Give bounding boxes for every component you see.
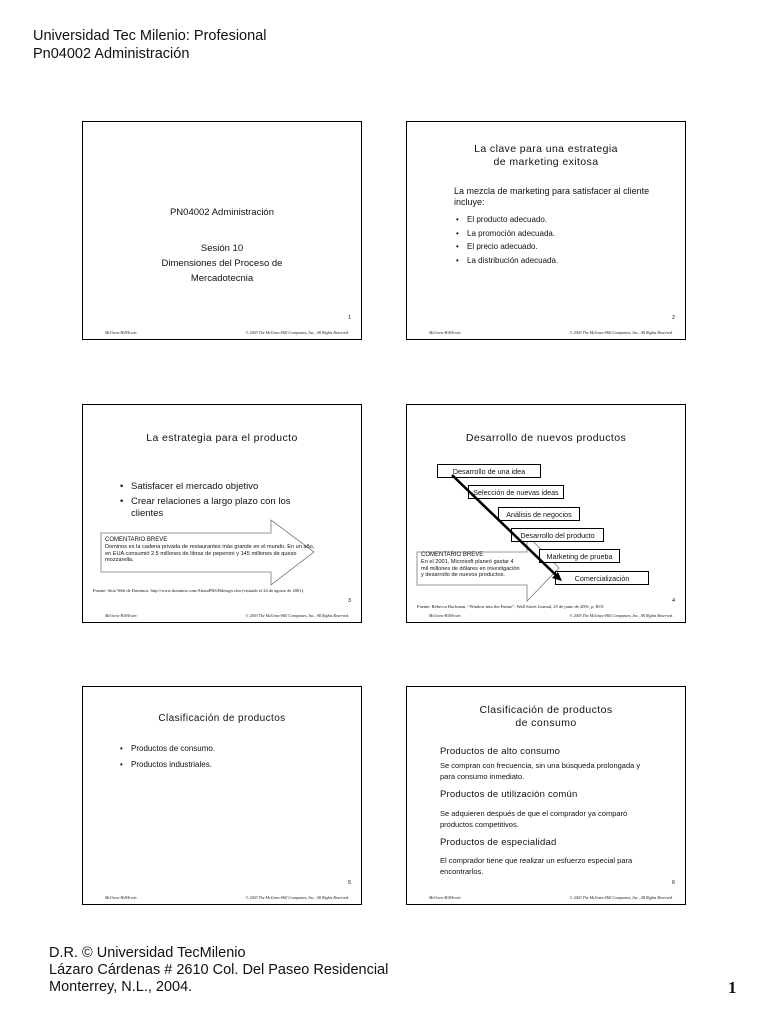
slide-1-course: PN04002 Administración: [169, 207, 275, 218]
header-line-1: Universidad Tec Milenio: Profesional: [33, 28, 267, 44]
slide-copyright: © 2003 The McGraw-Hill Companies, Inc., All Rights Reserved.: [245, 613, 349, 618]
step-box: Análisis de negocios: [498, 507, 580, 521]
slide-number: 2: [671, 315, 675, 321]
note-title: COMENTARIO BREVE: [421, 552, 484, 558]
diagonal-arrow-icon: [407, 405, 687, 624]
slide-copyright: © 2003 The McGraw-Hill Companies, Inc., All Rights Reserved.: [245, 330, 349, 335]
slide-number: 4: [671, 598, 675, 604]
slide-4-source: Fuente: Rebecca Buckman, “Window into the Future”, Wall Street Journal, 25 de junio de 2001, p. R19.: [417, 604, 605, 609]
section-heading: Productos de alto consumo: [440, 746, 561, 757]
slide-6-title-2: de consumo: [515, 717, 577, 729]
slide-2-title-2: de marketing exitosa: [493, 156, 599, 168]
document-header: [33, 27, 266, 63]
footer-line-2: Lázaro Cárdenas # 2610 Col. Del Paseo Residencial: [49, 962, 389, 978]
slide-2-bullets: [456, 213, 558, 267]
slide-6: [406, 686, 686, 905]
bullet-item: • Productos industriales.: [120, 757, 215, 773]
slide-number: 6: [671, 880, 675, 886]
section-text: Se adquieren después de que el comprador ya comparó productos competitivos.: [440, 809, 628, 829]
slide-publisher: McGraw-Hill/Irwin: [105, 330, 137, 335]
slide-number: 5: [347, 880, 351, 886]
slide-publisher: McGraw-Hill/Irwin: [429, 613, 461, 618]
slide-5-title: Clasificación de productos: [158, 713, 286, 724]
slide-3-note: [105, 537, 320, 564]
slide-copyright: © 2003 The McGraw-Hill Companies, Inc., All Rights Reserved.: [569, 330, 673, 335]
slide-2-title-1: La clave para una estrategia: [474, 143, 618, 155]
bullet-item: • El producto adecuado.: [456, 213, 558, 227]
bullet-item: • El precio adecuado.: [456, 240, 558, 254]
page-number: 1: [728, 978, 737, 997]
slide-publisher: McGraw-Hill/Irwin: [429, 330, 461, 335]
slide-5-bullets: [120, 741, 215, 773]
slide-3-title: La estrategia para el producto: [146, 432, 298, 444]
slide-3-source: Fuente: Sitio Web de Dominos. http://www.dominos.com/AboutPRS/Bdesign.cfm (visitado el 24 de agosto de 2001).: [93, 588, 305, 593]
footer-line-1: D.R. © Universidad TecMilenio: [49, 945, 246, 961]
slide-1-session: Sesión 10: [200, 243, 244, 254]
slide-2: [406, 121, 686, 340]
slide-4-note: [421, 552, 521, 579]
slide-copyright: © 2003 The McGraw-Hill Companies, Inc., All Rights Reserved.: [569, 895, 673, 900]
step-box: Marketing de prueba: [539, 549, 620, 563]
bullet-item: • La distribución adecuada.: [456, 254, 558, 268]
step-box: Selección de nuevas ideas: [468, 485, 564, 499]
document-footer: [49, 945, 388, 996]
bullet-item: • La promoción adecuada.: [456, 227, 558, 241]
slide-4: [406, 404, 686, 623]
note-title: COMENTARIO BREVE: [105, 537, 168, 543]
section-heading: Productos de utilización común: [440, 789, 578, 800]
slide-3: [82, 404, 362, 623]
slide-copyright: © 2003 The McGraw-Hill Companies, Inc., All Rights Reserved.: [245, 895, 349, 900]
slide-2-intro: La mezcla de marketing para satisfacer al cliente incluye:: [454, 186, 650, 207]
bullet-item: • Satisfacer el mercado objetivo: [120, 481, 295, 493]
section-heading: Productos de especialidad: [440, 837, 557, 848]
section-text: El comprador tiene que realizar un esfuerzo especial para encontrarlos.: [440, 856, 633, 876]
step-box: Desarrollo de una idea: [437, 464, 541, 478]
slide-publisher: McGraw-Hill/Irwin: [105, 895, 137, 900]
slide-number: 1: [347, 315, 351, 321]
footer-line-3: Monterrey, N.L., 2004.: [49, 979, 193, 995]
slide-copyright: © 2003 The McGraw-Hill Companies, Inc., All Rights Reserved.: [569, 613, 673, 618]
header-line-2: Pn04002 Administración: [33, 46, 190, 62]
slide-publisher: McGraw-Hill/Irwin: [429, 895, 461, 900]
slide-number: 3: [347, 598, 351, 604]
slide-publisher: McGraw-Hill/Irwin: [105, 613, 137, 618]
step-box: Desarrollo del producto: [511, 528, 604, 542]
slide-6-title-1: Clasificación de productos: [479, 704, 613, 716]
step-box: Comercialización: [555, 571, 649, 585]
slide-1: [82, 121, 362, 340]
slide-4-title: Desarrollo de nuevos productos: [465, 432, 627, 444]
slide-1-subtitle-1: Dimensiones del Proceso de: [161, 258, 283, 269]
slide-1-subtitle-2: Mercadotecnia: [190, 273, 254, 284]
bullet-item: • Productos de consumo.: [120, 741, 215, 757]
bullet-item: • Crear relaciones a largo plazo con los clientes: [120, 496, 295, 520]
note-body: Dominos es la cadena privada de restaurantes más grande en el mundo. En un año, en EUA consumió 2.5 millones de libras de peperoni y 145 millones de queso mozzarella.: [105, 544, 315, 564]
note-body: En el 2001, Microsoft planeó gastar 4 mil millones de dólares en investigación y desarrollo de nuevos productos.: [421, 559, 520, 579]
section-text: Se compran con frecuencia, sin una búsqueda prolongada y para consumo inmediato.: [440, 761, 641, 781]
slide-5: [82, 686, 362, 905]
